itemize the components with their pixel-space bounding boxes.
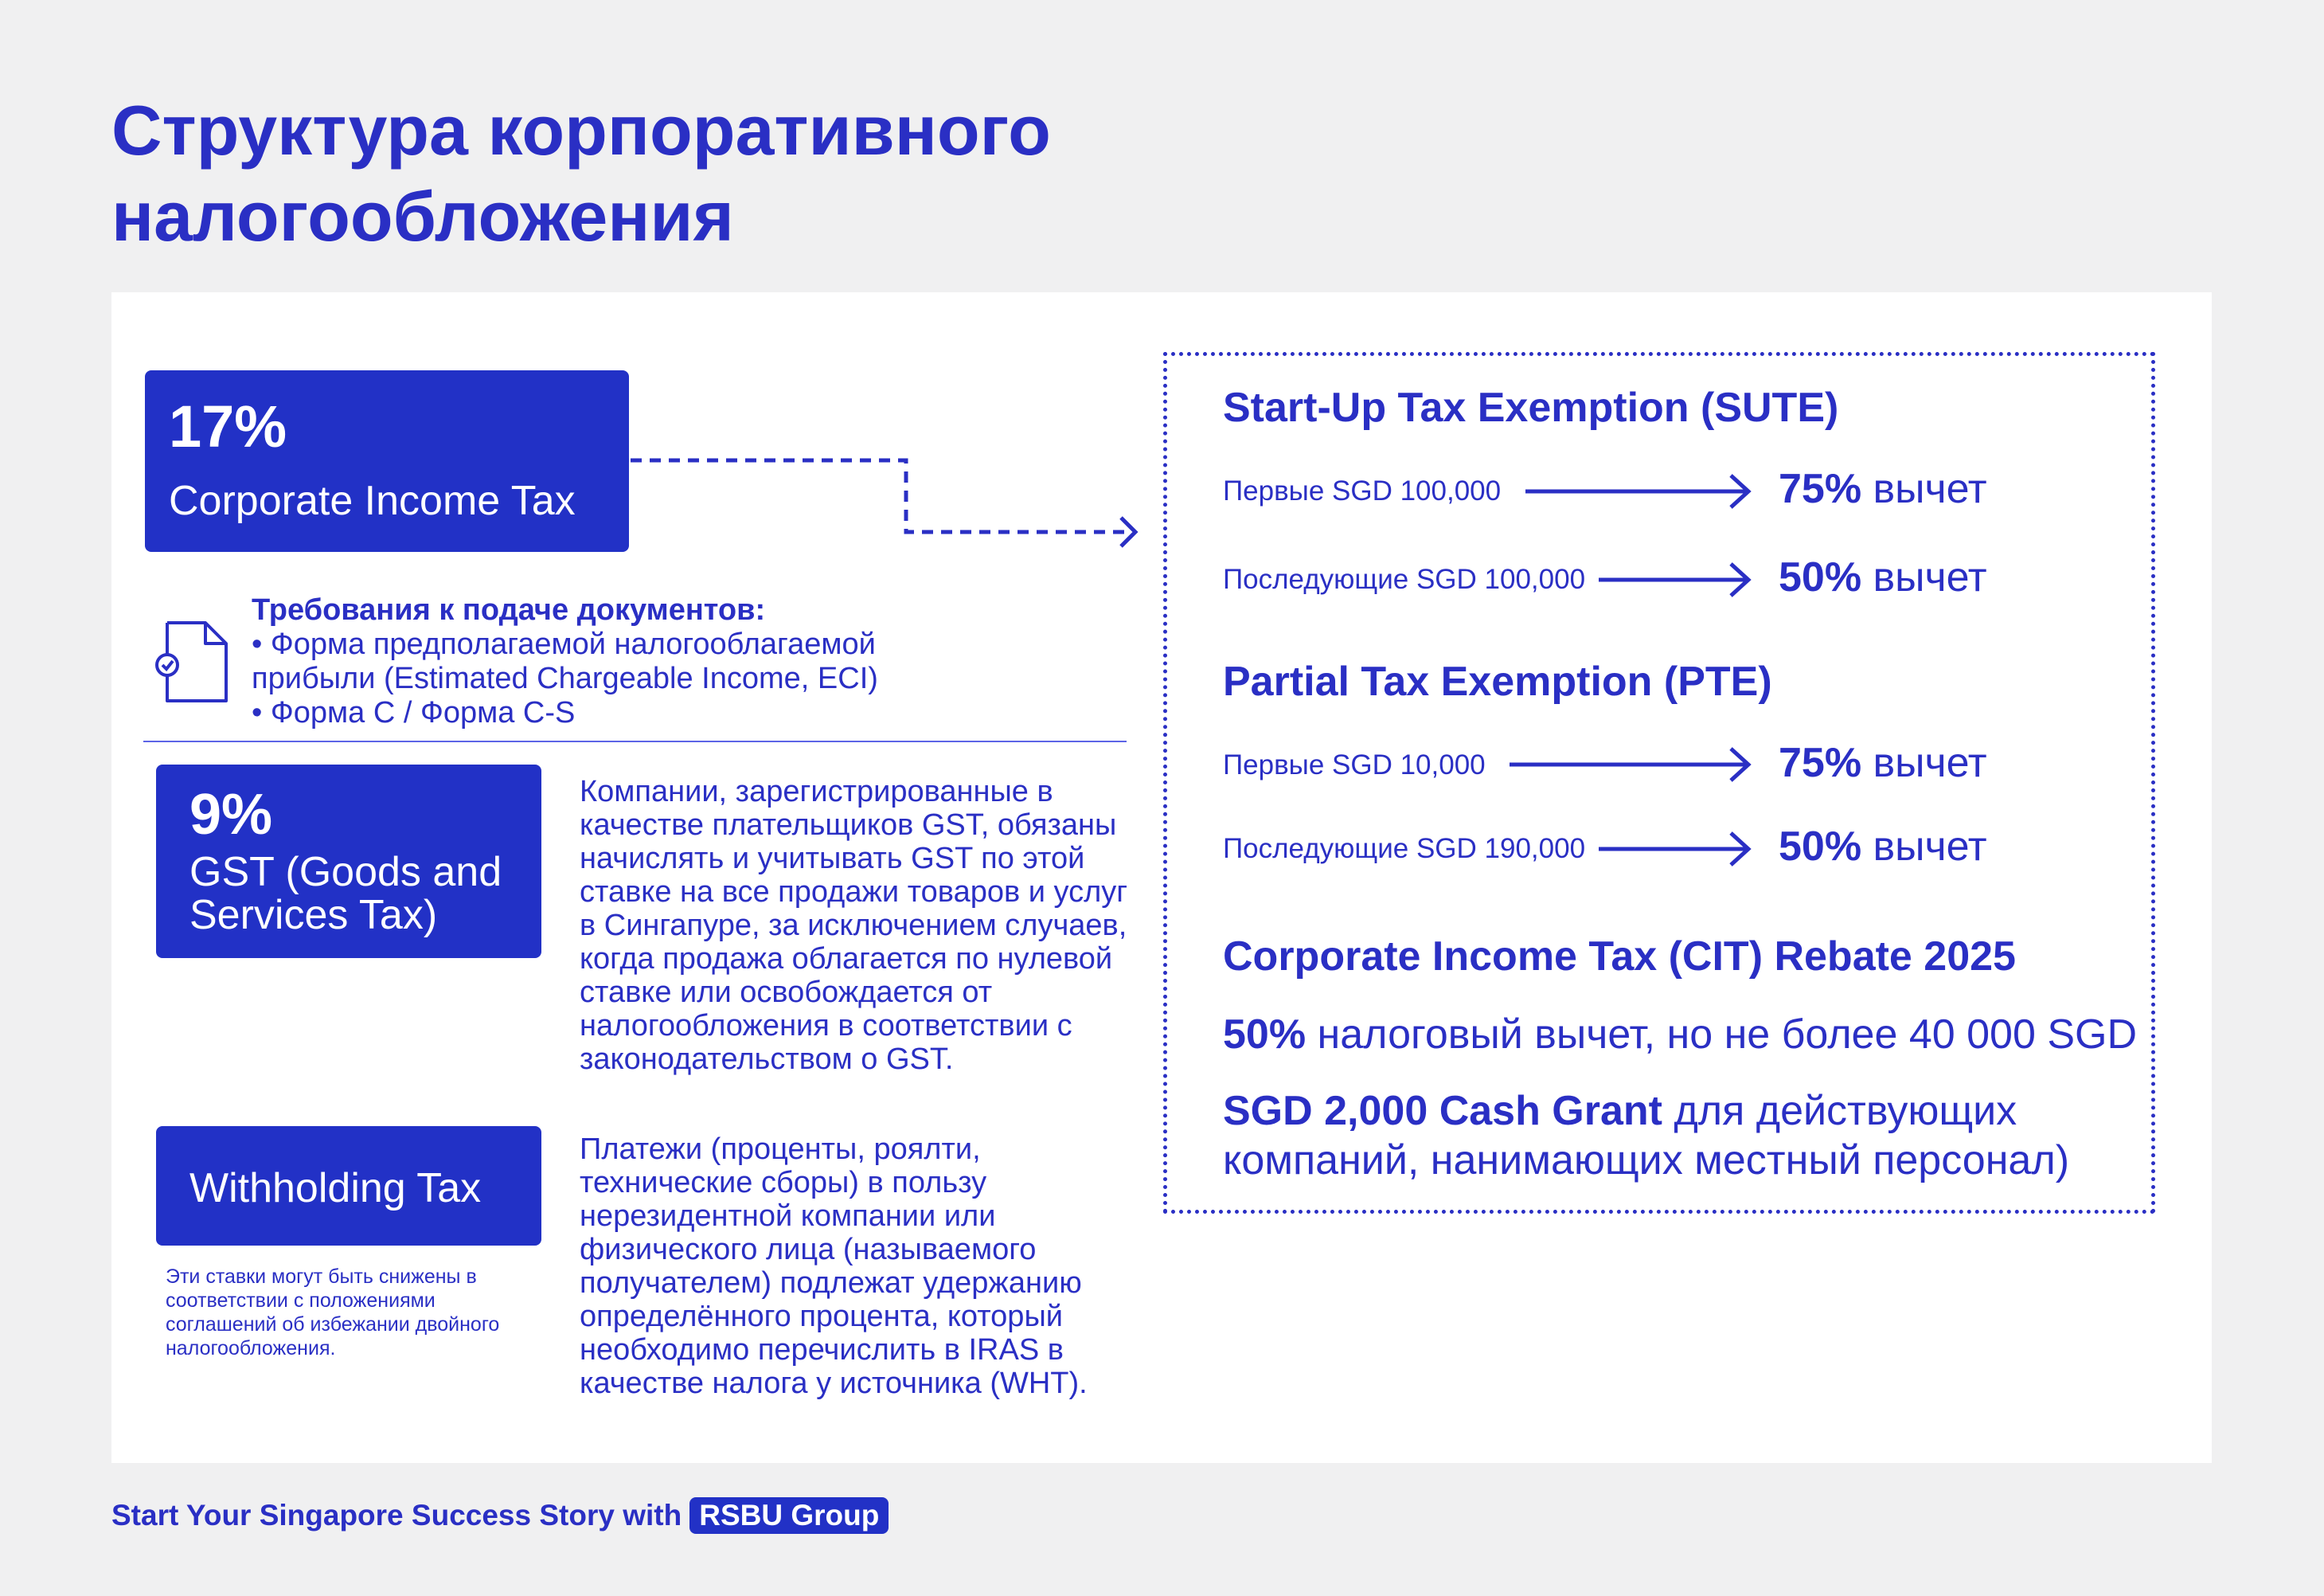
rebate-heading: Corporate Income Tax (CIT) Rebate 2025 (1223, 933, 2016, 980)
requirement-line: • Форма предполагаемой налогооблагаемой (252, 628, 876, 661)
pte-row-value: 50% вычет (1779, 823, 1987, 870)
pte-row-label: Первые SGD 10,000 (1223, 749, 1486, 780)
footer-text: Start Your Singapore Success Story with (111, 1499, 682, 1531)
sute-row-value: 50% вычет (1779, 554, 1987, 600)
arrow-right-icon (0, 0, 1, 1)
gst-label: GST (Goods and Services Tax) (189, 849, 502, 938)
footer (111, 1497, 889, 1534)
pte-row-value: 75% вычет (1779, 740, 1987, 786)
requirements-heading: Требования к подаче документов: (252, 593, 766, 627)
gst-description: Компании, зарегистрированные в качестве плательщиков GST, обязаны начислять и учитывать GST по этой ставке на все продажи товаров и услуг в Сингапуре, за исключением случаев, когда продажа облагается по нулевой ставке или освобождается от налогообложения в соответствии с законодательством о GST. (580, 775, 1128, 1076)
sute-row-label: Первые SGD 100,000 (1223, 475, 1502, 507)
pte-row-label: Последующие SGD 190,000 (1223, 833, 1586, 864)
section-divider (143, 741, 1127, 742)
sute-heading: Start-Up Tax Exemption (SUTE) (1223, 385, 1839, 431)
document-check-icon (156, 618, 231, 707)
wht-label: Withholding Tax (189, 1165, 482, 1211)
cit-rate-box (145, 370, 629, 552)
filing-requirements (252, 593, 904, 730)
wht-box (156, 1126, 541, 1246)
gst-percent: 9% (189, 783, 273, 847)
requirement-line: • Форма C / Форма C-S (252, 696, 576, 730)
rebate-line-2: SGD 2,000 Cash Grant для действующих компаний, нанимающих местный персонал) (1223, 1088, 2070, 1183)
sute-row-value: 75% вычет (1779, 466, 1987, 512)
wht-description: Платежи (проценты, роялти, технические сборы) в пользу нерезидентной компании или физического лица (называемого получателем) подлежат удержанию определённого процента, который необходимо перечислить в IRAS в качестве налога у источника (WHT). (580, 1132, 1088, 1400)
requirement-line: прибыли (Estimated Chargeable Income, ECI) (252, 662, 878, 695)
pte-heading: Partial Tax Exemption (PTE) (1223, 659, 1772, 705)
gst-rate-box (156, 765, 541, 958)
rebate-line-1: 50% налоговый вычет, но не более 40 000 SGD (1223, 1011, 2138, 1058)
cit-percent: 17% (169, 393, 287, 460)
wht-note: Эти ставки могут быть снижены в соответствии с положениями соглашений об избежании двойного налогообложения. (166, 1265, 500, 1359)
cit-label: Corporate Income Tax (169, 478, 576, 524)
sute-row-label: Последующие SGD 100,000 (1223, 564, 1586, 595)
page-title: Структура корпоративного налогообложения (111, 91, 1051, 256)
brand-badge: RSBU Group (689, 1497, 889, 1534)
